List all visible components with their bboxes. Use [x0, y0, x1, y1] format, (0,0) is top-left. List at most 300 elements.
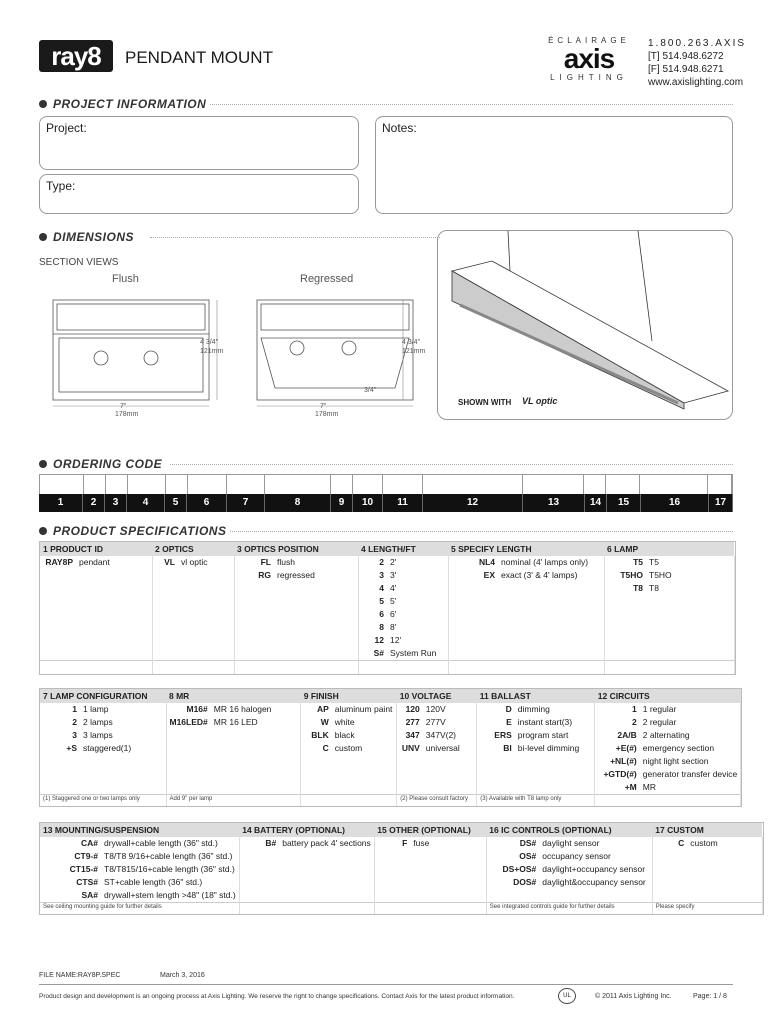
code-cell: BLK [311, 730, 329, 740]
code-cell [486, 889, 539, 902]
code-cell [152, 608, 178, 621]
code-cell [152, 621, 178, 634]
code-cell [477, 768, 515, 781]
table-row [40, 850, 762, 863]
column-header: 13 MOUNTING/SUSPENSION [40, 823, 239, 837]
ordering-code-number: 11 [383, 494, 423, 512]
table-row [40, 569, 734, 582]
code-cell: 2A/B [617, 730, 637, 740]
description-cell: daylight&occupancy sensor [539, 876, 652, 889]
description-cell: MR 16 LED [211, 716, 301, 729]
description-cell [332, 781, 397, 794]
spec-table-2 [39, 688, 742, 807]
description-cell [687, 876, 762, 889]
regressed-height-in: 4 3/4" [402, 339, 421, 346]
code-cell [234, 582, 274, 595]
code-cell [604, 595, 646, 608]
description-cell: 120V [423, 703, 477, 716]
code-cell [448, 621, 498, 634]
code-cell [604, 634, 646, 647]
ordering-code-field-3[interactable] [106, 475, 128, 494]
product-specifications-heading: PRODUCT SPECIFICATIONS [39, 524, 226, 538]
ordering-code-field-9[interactable] [331, 475, 353, 494]
code-cell: E [506, 717, 512, 727]
page-number: Page: 1 / 8 [693, 993, 727, 1000]
code-cell: 3 [72, 730, 77, 740]
code-cell: +E(#) [615, 743, 637, 753]
code-cell [374, 850, 410, 863]
code-cell: BI [503, 743, 512, 753]
description-cell [279, 863, 374, 876]
description-cell [279, 889, 374, 902]
description-cell: night light section [640, 755, 741, 768]
description-cell [646, 647, 734, 660]
notes-field[interactable] [375, 116, 733, 214]
code-cell: RG [258, 570, 271, 580]
code-cell [234, 647, 274, 660]
description-cell [274, 595, 358, 608]
description-cell [646, 621, 734, 634]
code-cell: 2 [379, 557, 384, 567]
ordering-code-number: 5 [165, 494, 187, 512]
code-cell: UNV [401, 743, 420, 753]
description-cell [178, 595, 234, 608]
table-row [40, 647, 734, 660]
code-cell: M16# [186, 704, 208, 714]
type-label: Type: [46, 179, 76, 193]
description-cell [687, 850, 762, 863]
footnote: (3) Available with T8 lamp only [477, 794, 595, 806]
description-cell: MR [640, 781, 741, 794]
ordering-code-field-1[interactable] [40, 475, 84, 494]
description-cell: occupancy sensor [539, 850, 652, 863]
project-field[interactable] [39, 116, 359, 170]
description-cell: 1 regular [640, 703, 741, 716]
ordering-code-number: 12 [423, 494, 523, 512]
code-cell: SA# [81, 890, 98, 900]
code-cell [40, 595, 76, 608]
code-cell: 8 [379, 622, 384, 632]
code-cell: 12 [374, 635, 384, 645]
code-cell: 5 [379, 596, 384, 606]
footnote [301, 794, 397, 806]
divider [170, 464, 733, 465]
code-cell: CA# [80, 838, 98, 848]
ordering-code-field-16[interactable] [640, 475, 708, 494]
code-cell: T5 [633, 557, 643, 567]
code-cell [166, 755, 211, 768]
description-cell [423, 755, 477, 768]
code-cell [604, 647, 646, 660]
description-cell: nominal (4' lamps only) [498, 556, 604, 569]
description-cell: 2 lamps [80, 716, 166, 729]
empty-cell [234, 660, 358, 674]
column-header: 1 PRODUCT ID [40, 542, 152, 556]
code-cell [604, 621, 646, 634]
footnote: (2) Please consult factory [397, 794, 477, 806]
description-cell [76, 595, 152, 608]
table-row [40, 595, 734, 608]
code-cell [152, 582, 178, 595]
description-cell: daylight sensor [539, 837, 652, 850]
regressed-width-mm: 178mm [315, 411, 339, 418]
code-cell [234, 621, 274, 634]
description-cell: 8' [387, 621, 448, 634]
ordering-code-number: 6 [187, 494, 227, 512]
description-cell: ST+cable length (36" std.) [101, 876, 239, 889]
code-cell [152, 634, 178, 647]
description-cell: 347V(2) [423, 729, 477, 742]
divider [210, 104, 733, 105]
code-cell [166, 742, 211, 755]
description-cell [274, 647, 358, 660]
ordering-code-field-12[interactable] [423, 475, 523, 494]
description-cell: 12' [387, 634, 448, 647]
code-cell: C [322, 743, 329, 753]
empty-cell [448, 660, 604, 674]
code-cell [374, 876, 410, 889]
description-cell [178, 621, 234, 634]
code-cell: ERS [494, 730, 512, 740]
code-cell: CTS# [76, 877, 98, 887]
empty-cell [152, 660, 234, 674]
ordering-code-heading: ORDERING CODE [39, 457, 162, 471]
description-cell [76, 582, 152, 595]
description-cell: fuse [410, 837, 486, 850]
footnote: Please specify [652, 902, 762, 914]
description-cell [211, 781, 301, 794]
description-cell: 6' [387, 608, 448, 621]
brand-name: axis [563, 43, 615, 74]
ordering-code-input-row [39, 474, 733, 494]
description-cell: custom [687, 837, 762, 850]
description-cell [178, 634, 234, 647]
description-cell: battery pack 4' sections [279, 837, 374, 850]
column-header: 3 OPTICS POSITION [234, 542, 358, 556]
code-cell: 277 [405, 717, 420, 727]
ordering-code-field-15[interactable] [606, 475, 640, 494]
description-cell [211, 755, 301, 768]
type-field[interactable] [39, 174, 359, 214]
code-cell [448, 595, 498, 608]
description-cell [410, 863, 486, 876]
code-cell: EX [483, 570, 495, 580]
code-cell [239, 889, 279, 902]
column-header: 5 SPECIFY LENGTH [448, 542, 604, 556]
ordering-code-field-8[interactable] [265, 475, 331, 494]
description-cell: T8 [646, 582, 734, 595]
code-cell [40, 768, 80, 781]
code-cell: DS# [519, 838, 537, 848]
regressed-section-drawing [257, 300, 413, 400]
description-cell: black [332, 729, 397, 742]
code-cell [152, 569, 178, 582]
project-information-heading: PROJECT INFORMATION [39, 97, 206, 111]
description-cell [211, 729, 301, 742]
file-name: FILE NAME:RAY8P.SPEC [39, 972, 121, 979]
table-row [40, 742, 741, 755]
code-cell [40, 755, 80, 768]
flush-height-mm: 121mm [200, 348, 224, 355]
ul-mark-icon: UL [558, 988, 576, 1004]
footnote: See ceiling mounting guide for further details [40, 902, 239, 914]
code-cell [239, 876, 279, 889]
code-cell: D [505, 704, 512, 714]
description-cell: universal [423, 742, 477, 755]
table-row [40, 889, 762, 902]
description-cell: instant start(3) [515, 716, 595, 729]
ordering-code-field-5[interactable] [166, 475, 188, 494]
description-cell: custom [332, 742, 397, 755]
footnote [374, 902, 486, 914]
description-cell: T5HO [646, 569, 734, 582]
description-cell [279, 850, 374, 863]
code-cell [152, 647, 178, 660]
ordering-code-field-17[interactable] [708, 475, 732, 494]
code-cell [652, 876, 687, 889]
brand-bottom: LIGHTING [550, 73, 628, 82]
description-cell [274, 582, 358, 595]
footnote [239, 902, 374, 914]
table-row [40, 729, 741, 742]
description-cell: regressed [274, 569, 358, 582]
description-cell: generator transfer device [640, 768, 741, 781]
column-header: 14 BATTERY (OPTIONAL) [239, 823, 374, 837]
ordering-code-number: 13 [523, 494, 585, 512]
ordering-code-number: 14 [585, 494, 607, 512]
table-row [40, 755, 741, 768]
description-cell [76, 621, 152, 634]
empty-cell [604, 660, 734, 674]
code-cell: DOS# [513, 877, 537, 887]
code-cell [40, 781, 80, 794]
code-cell: S# [373, 648, 384, 658]
description-cell [211, 768, 301, 781]
code-cell: FL [260, 557, 271, 567]
code-cell: 347 [405, 730, 420, 740]
telephone: [T] 514.948.6272 [648, 51, 724, 62]
column-header: 9 FINISH [301, 689, 397, 703]
description-cell [687, 889, 762, 902]
footnote [595, 794, 741, 806]
description-cell: drywall+stem length >48" (18" std.) [101, 889, 239, 902]
code-cell: F [402, 838, 408, 848]
ordering-code-number: 7 [227, 494, 265, 512]
description-cell: daylight+occupancy sensor [539, 863, 652, 876]
ordering-code-field-14[interactable] [584, 475, 606, 494]
table-row [40, 621, 734, 634]
code-cell [374, 889, 410, 902]
description-cell: drywall+cable length (36" std.) [101, 837, 239, 850]
code-cell [40, 582, 76, 595]
description-cell [332, 768, 397, 781]
code-cell: VL [164, 557, 175, 567]
code-cell: OS# [519, 851, 537, 861]
code-cell [234, 634, 274, 647]
empty-cell [40, 660, 152, 674]
divider [230, 531, 733, 532]
code-cell [301, 755, 332, 768]
ordering-code-number: 1 [39, 494, 83, 512]
code-cell: T5HO [620, 570, 643, 580]
table-row [40, 582, 734, 595]
ordering-code-field-2[interactable] [84, 475, 106, 494]
ordering-code-field-4[interactable] [128, 475, 166, 494]
description-cell: aluminum paint [332, 703, 397, 716]
ordering-code-field-10[interactable] [353, 475, 383, 494]
description-cell: T8/T8 9/16+cable length (36" std.) [101, 850, 239, 863]
description-cell [80, 755, 166, 768]
description-cell: staggered(1) [80, 742, 166, 755]
footnote: Add 9" per lamp [166, 794, 301, 806]
code-cell [448, 647, 498, 660]
description-cell [410, 876, 486, 889]
regress-depth: 3/4" [364, 387, 377, 394]
code-cell: B# [265, 838, 277, 848]
code-cell [652, 850, 687, 863]
ordering-code-number: 9 [331, 494, 353, 512]
description-cell [646, 634, 734, 647]
description-cell: 1 lamp [80, 703, 166, 716]
description-cell [80, 781, 166, 794]
regressed-width-in: 7" [320, 403, 327, 410]
description-cell [498, 621, 604, 634]
code-cell: CT9-# [74, 851, 98, 861]
column-header: 6 LAMP [604, 542, 734, 556]
regressed-label: Regressed [300, 273, 354, 285]
description-cell: 277V [423, 716, 477, 729]
description-cell [178, 569, 234, 582]
description-cell [274, 634, 358, 647]
column-header: 7 LAMP CONFIGURATION [40, 689, 166, 703]
ordering-code-number: 3 [105, 494, 127, 512]
flush-height-in: 4 3/4" [200, 339, 219, 346]
ordering-code-field-13[interactable] [523, 475, 585, 494]
file-date: March 3, 2016 [160, 972, 205, 979]
code-cell: +NL(#) [610, 756, 637, 766]
code-cell: 1 [632, 704, 637, 714]
description-cell: MR 16 halogen [211, 703, 301, 716]
code-cell [166, 781, 211, 794]
description-cell: flush [274, 556, 358, 569]
code-cell [652, 889, 687, 902]
code-cell: +M [624, 782, 637, 792]
ordering-code-field-6[interactable] [188, 475, 228, 494]
code-cell [448, 582, 498, 595]
code-cell [301, 768, 332, 781]
document-title: PENDANT MOUNT [125, 48, 273, 67]
description-cell: 5' [387, 595, 448, 608]
table-row [40, 608, 734, 621]
flush-width-mm: 178mm [115, 411, 139, 418]
column-header: 11 BALLAST [477, 689, 595, 703]
shown-with-label: SHOWN WITH [458, 398, 512, 407]
ordering-code-number: 15 [607, 494, 641, 512]
code-cell: NL4 [478, 557, 495, 567]
column-header: 15 OTHER (OPTIONAL) [374, 823, 486, 837]
code-cell: +S [66, 743, 77, 753]
brand-top: ÉCLAIRAGE [548, 36, 630, 45]
table-row [40, 634, 734, 647]
copyright: © 2011 Axis Lighting Inc. [595, 993, 672, 1000]
ordering-code-number: 4 [127, 494, 165, 512]
code-cell: 120 [405, 704, 420, 714]
description-cell: pendant [76, 556, 152, 569]
code-cell: 4 [379, 583, 384, 593]
ordering-code-number: 2 [83, 494, 105, 512]
disclaimer: Product design and development is an ongoing process at Axis Lighting. We reserve the right to change specifications. Contact Axis for the latest product information. [39, 993, 515, 1000]
table-row [40, 863, 762, 876]
notes-label: Notes: [382, 121, 417, 135]
project-label: Project: [46, 121, 87, 135]
code-cell [40, 621, 76, 634]
code-cell [448, 608, 498, 621]
description-cell [80, 768, 166, 781]
pendant-render [438, 231, 734, 421]
code-cell: AP [316, 704, 329, 714]
code-cell: 6 [379, 609, 384, 619]
description-cell [211, 742, 301, 755]
ordering-code-field-7[interactable] [227, 475, 265, 494]
column-header: 12 CIRCUITS [595, 689, 741, 703]
flush-label: Flush [112, 273, 139, 285]
code-cell: CT15-# [69, 864, 98, 874]
code-cell [448, 634, 498, 647]
description-cell: T8/T815/16+cable length (36" std.) [101, 863, 239, 876]
description-cell: exact (3' & 4' lamps) [498, 569, 604, 582]
dimensions-heading: DIMENSIONS [39, 230, 134, 244]
description-cell [76, 569, 152, 582]
website-link[interactable]: www.axislighting.com [648, 77, 744, 88]
description-cell [646, 608, 734, 621]
description-cell [423, 768, 477, 781]
footnote: See integrated controls guide for further details [486, 902, 652, 914]
column-header: 4 LENGTH/FT [358, 542, 448, 556]
code-cell [652, 863, 687, 876]
description-cell [498, 608, 604, 621]
description-cell [332, 755, 397, 768]
code-cell [477, 781, 515, 794]
table-row [40, 837, 762, 850]
code-cell: C [678, 838, 685, 848]
table-row [40, 781, 741, 794]
spec-table-1 [39, 541, 736, 675]
section-drawings [39, 288, 439, 423]
description-cell [498, 647, 604, 660]
description-cell: 4' [387, 582, 448, 595]
footnote: (1) Staggered one or two lamps only [40, 794, 166, 806]
contact-block [648, 37, 746, 89]
description-cell [515, 781, 595, 794]
description-cell [410, 850, 486, 863]
description-cell [279, 876, 374, 889]
code-cell [397, 755, 423, 768]
description-cell [76, 634, 152, 647]
axis-logo [539, 36, 639, 88]
table-row [40, 703, 741, 716]
ordering-code-field-11[interactable] [383, 475, 423, 494]
code-cell [166, 729, 211, 742]
description-cell: 3' [387, 569, 448, 582]
description-cell [687, 863, 762, 876]
description-cell: program start [515, 729, 595, 742]
product-render-box [437, 230, 733, 420]
description-cell: T5 [646, 556, 734, 569]
ordering-code-number-row [39, 494, 733, 512]
code-cell: 3 [379, 570, 384, 580]
description-cell: dimming [515, 703, 595, 716]
table-row [40, 768, 741, 781]
